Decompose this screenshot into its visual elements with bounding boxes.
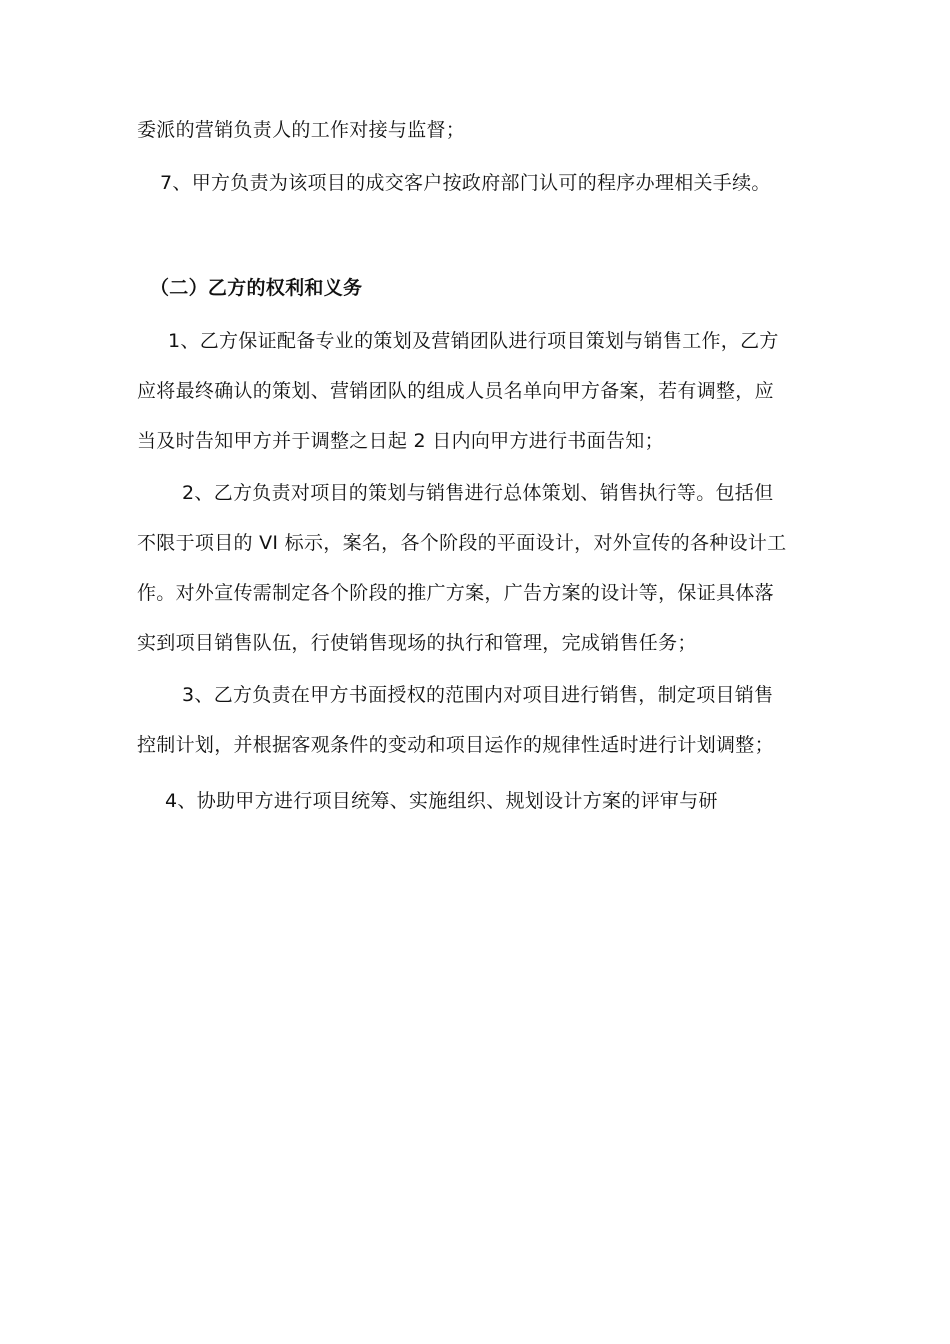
paragraph-line: 作。对外宣传需制定各个阶段的推广方案，广告方案的设计等，保证具体落	[137, 582, 774, 604]
paragraph-line: 委派的营销负责人的工作对接与监督；	[137, 119, 466, 141]
paragraph-line: 应将最终确认的策划、营销团队的组成人员名单向甲方备案，若有调整，应	[137, 380, 774, 402]
paragraph-line: 当及时告知甲方并于调整之日起 2 日内向甲方进行书面告知；	[137, 430, 664, 452]
paragraph-line: 不限于项目的 VI 标示，案名，各个阶段的平面设计，对外宣传的各种设计工	[137, 532, 787, 554]
paragraph-line: 实到项目销售队伍，行使销售现场的执行和管理，完成销售任务；	[137, 632, 697, 654]
paragraph-line: 7、甲方负责为该项目的成交客户按政府部门认可的程序办理相关手续。	[160, 172, 771, 194]
paragraph-line: 3、乙方负责在甲方书面授权的范围内对项目进行销售，制定项目销售	[182, 684, 774, 706]
paragraph-line: 4、协助甲方进行项目统筹、实施组织、规划设计方案的评审与研	[165, 790, 718, 812]
paragraph-line: 1、乙方保证配备专业的策划及营销团队进行项目策划与销售工作，乙方	[168, 330, 779, 352]
paragraph-line: 控制计划，并根据客观条件的变动和项目运作的规律性适时进行计划调整；	[137, 734, 774, 756]
paragraph-line: 2、乙方负责对项目的策划与销售进行总体策划、销售执行等。包括但	[182, 482, 774, 504]
section-heading: （二）乙方的权利和义务	[150, 277, 363, 299]
